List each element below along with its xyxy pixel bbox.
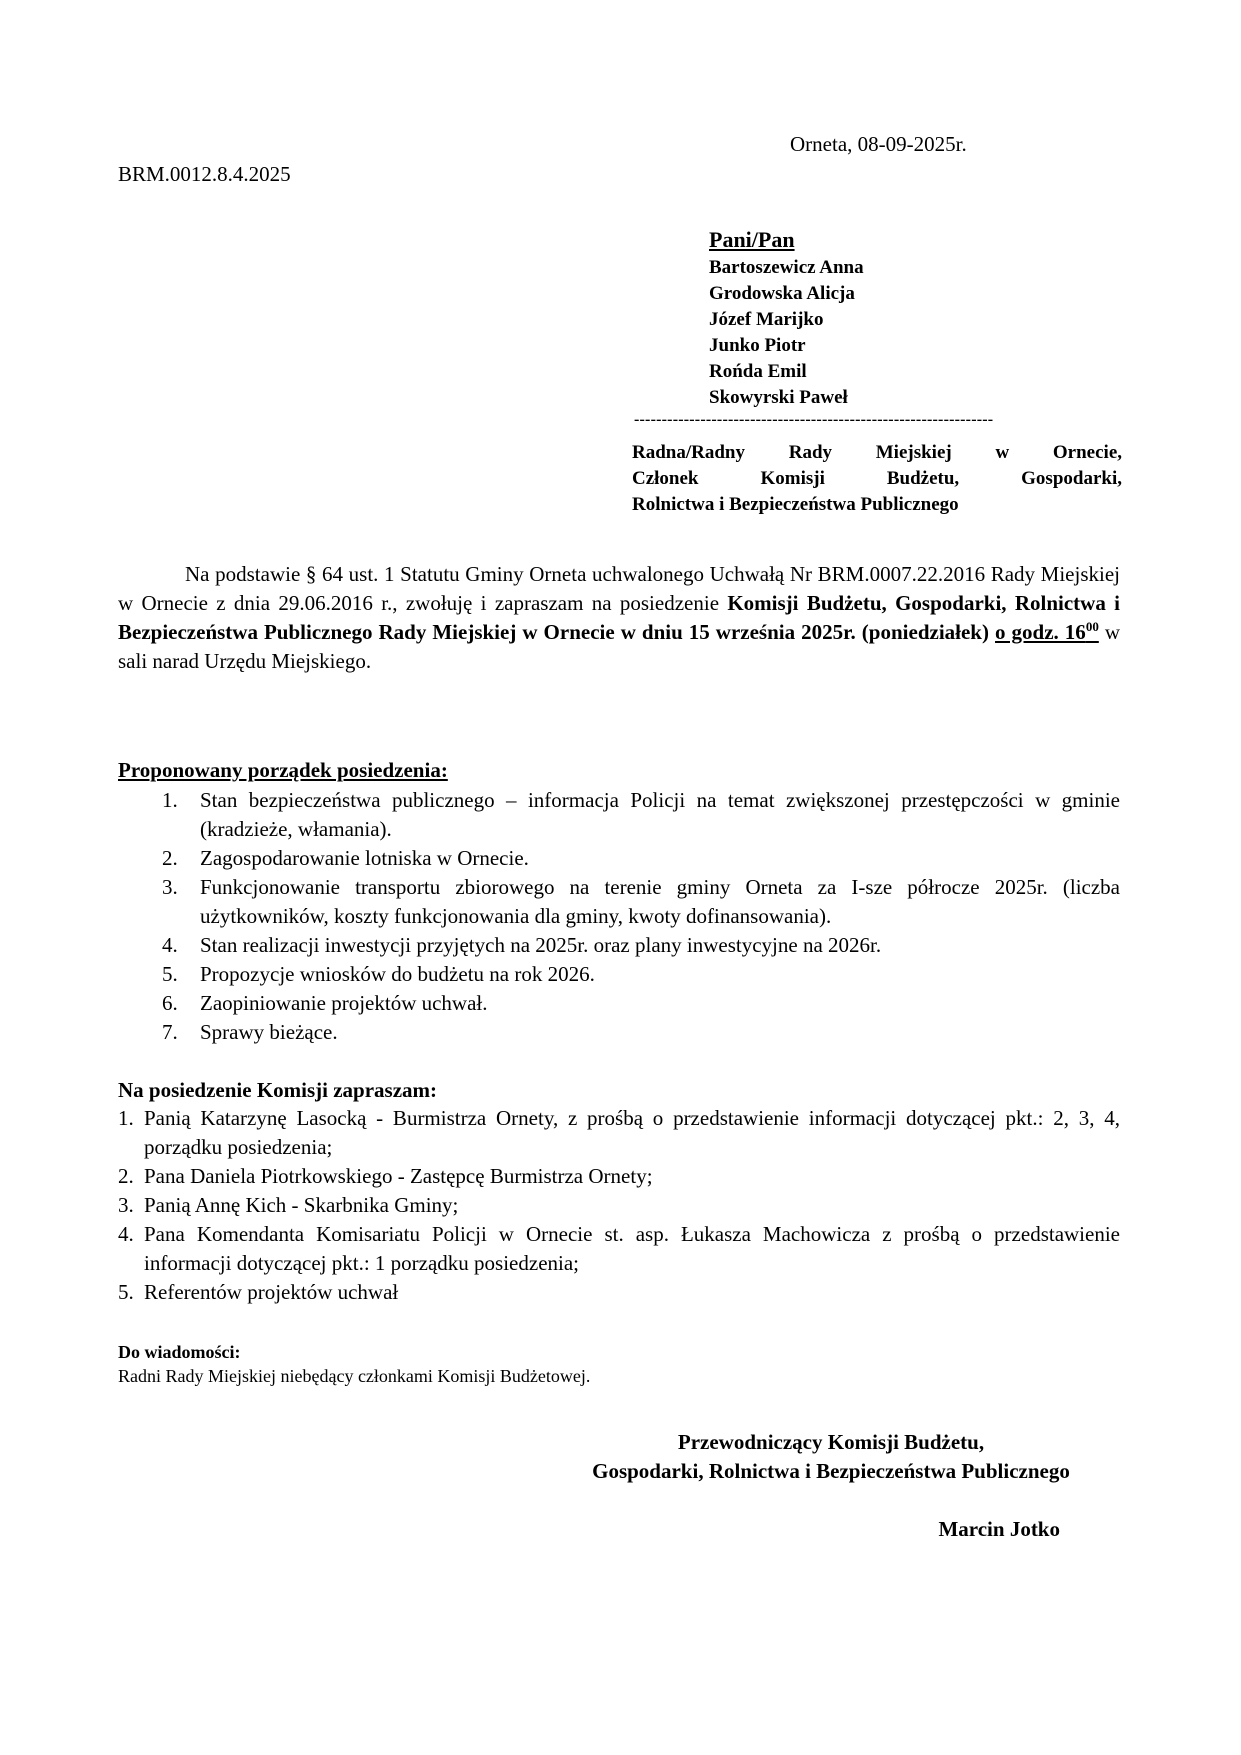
meeting-place: w sali narad Urzędu Miejskiego.: [118, 620, 1121, 673]
agenda-title: Proponowany porządek posiedzenia:: [118, 758, 448, 782]
agenda-item-text: Propozycje wniosków do budżetu na rok 2026.: [200, 962, 595, 986]
recipient-name: Rońda Emil: [709, 361, 807, 382]
signature-title: [540, 1428, 1122, 1486]
recipient-name: Junko Piotr: [709, 335, 806, 356]
signature-line: Gospodarki, Rolnictwa i Bezpieczeństwa Publicznego: [592, 1459, 1070, 1483]
meeting-time-hour: o godz. 16: [995, 620, 1086, 644]
agenda-item: [118, 960, 1120, 989]
document-date: Orneta, 08-09-2025r.: [790, 132, 967, 156]
invite-item: [118, 1220, 1120, 1278]
invite-title: Na posiedzenie Komisji zapraszam:: [118, 1078, 438, 1102]
meeting-time: [995, 620, 1099, 644]
intro-paragraph: [118, 560, 1120, 676]
intro-text: Na podstawie § 64 ust. 1 Statutu Gminy Orneta uchwalonego Uchwałą Nr BRM.0007.22.2016 Rady Miejskiej w Ornecie z dnia 29.06.2016 r., zwołuję i zapraszam na posiedzenie: [118, 562, 1120, 615]
agenda-item: [118, 1018, 1120, 1047]
invite-item-text: Referentów projektów uchwał: [144, 1280, 399, 1304]
role-line: Rolnictwa i Bezpieczeństwa Publicznego: [632, 494, 959, 515]
recipients-title: Pani/Pan: [709, 227, 795, 252]
agenda-item-text: Zaopiniowanie projektów uchwał.: [200, 991, 488, 1015]
agenda-item-number: 6.: [162, 991, 178, 1015]
agenda-item-number: 5.: [162, 962, 178, 986]
recipient-name: Skowyrski Paweł: [709, 387, 848, 408]
agenda-item-text: Zagospodarowanie lotniska w Ornecie.: [200, 846, 529, 870]
recipient-name: Józef Marijko: [709, 309, 824, 330]
recipient-role: [632, 440, 1122, 518]
invite-list: [118, 1104, 1120, 1307]
notice-text: Radni Rady Miejskiej niebędący członkami Komisji Budżetowej.: [118, 1366, 591, 1386]
agenda-item: [118, 844, 1120, 873]
recipient-name: Bartoszewicz Anna: [709, 257, 864, 278]
agenda-item-number: 1.: [162, 788, 178, 812]
agenda-item: [118, 873, 1120, 931]
invite-item: [118, 1104, 1120, 1162]
invite-item-text: Pana Komendanta Komisariatu Policji w Ornecie st. asp. Łukasza Machowicza z prośbą o przedstawienie informacji dotyczącej pkt.: 1 porządku posiedzenia;: [144, 1222, 1120, 1275]
agenda-item-text: Stan bezpieczeństwa publicznego – informacja Policji na temat zwiększonej przestępczości w gminie (kradzieże, włamania).: [200, 788, 1120, 841]
invite-item-number: 4.: [118, 1222, 134, 1246]
recipients-block: [709, 225, 864, 411]
agenda-item-text: Stan realizacji inwestycji przyjętych na 2025r. oraz plany inwestycyjne na 2026r.: [200, 933, 882, 957]
recipient-name: Grodowska Alicja: [709, 283, 855, 304]
agenda-item-number: 3.: [162, 875, 178, 899]
invite-item: [118, 1278, 1120, 1307]
reference-number: BRM.0012.8.4.2025: [118, 162, 291, 186]
agenda-list: [118, 786, 1120, 1047]
invite-item: [118, 1191, 1120, 1220]
agenda-item-number: 2.: [162, 846, 178, 870]
notice-block: [118, 1340, 590, 1388]
meeting-details: Komisji Budżetu, Gospodarki, Rolnictwa i Bezpieczeństwa Publicznego Rady Miejskiej w Ornecie w dniu 15 września 2025r. (poniedziałek): [118, 591, 1120, 644]
agenda-item-text: Funkcjonowanie transportu zbiorowego na terenie gminy Orneta za I-sze półrocze 2025r. (liczba użytkowników, koszty funkcjonowania dla gminy, kwoty dofinansowania).: [200, 875, 1120, 928]
invite-item-text: Panią Annę Kich - Skarbnika Gminy;: [144, 1193, 459, 1217]
invite-item-number: 1.: [118, 1106, 134, 1130]
invite-item-text: Panią Katarzynę Lasocką - Burmistrza Ornety, z prośbą o przedstawienie informacji dotyczącej pkt.: 2, 3, 4, porządku posiedzenia;: [144, 1106, 1120, 1159]
invite-item-number: 5.: [118, 1280, 134, 1304]
dashed-separator: -----------------------------------------------------------------: [634, 411, 994, 428]
agenda-item-number: 4.: [162, 933, 178, 957]
invite-item-text: Pana Daniela Piotrkowskiego - Zastępcę Burmistrza Ornety;: [144, 1164, 653, 1188]
role-line: Radna/Radny Rady Miejskiej w Ornecie,: [632, 442, 1122, 463]
invite-item: [118, 1162, 1120, 1191]
agenda-item-number: 7.: [162, 1020, 178, 1044]
role-line: Członek Komisji Budżetu, Gospodarki,: [632, 468, 1122, 489]
signatory-name: Marcin Jotko: [938, 1517, 1060, 1541]
signature-line: Przewodniczący Komisji Budżetu,: [677, 1430, 985, 1454]
meeting-time-minutes: 00: [1085, 619, 1099, 634]
invite-item-number: 2.: [118, 1164, 134, 1188]
agenda-item: [118, 786, 1120, 844]
notice-label: Do wiadomości:: [118, 1342, 241, 1362]
agenda-item: [118, 989, 1120, 1018]
agenda-item-text: Sprawy bieżące.: [200, 1020, 338, 1044]
agenda-item: [118, 931, 1120, 960]
invite-item-number: 3.: [118, 1193, 134, 1217]
